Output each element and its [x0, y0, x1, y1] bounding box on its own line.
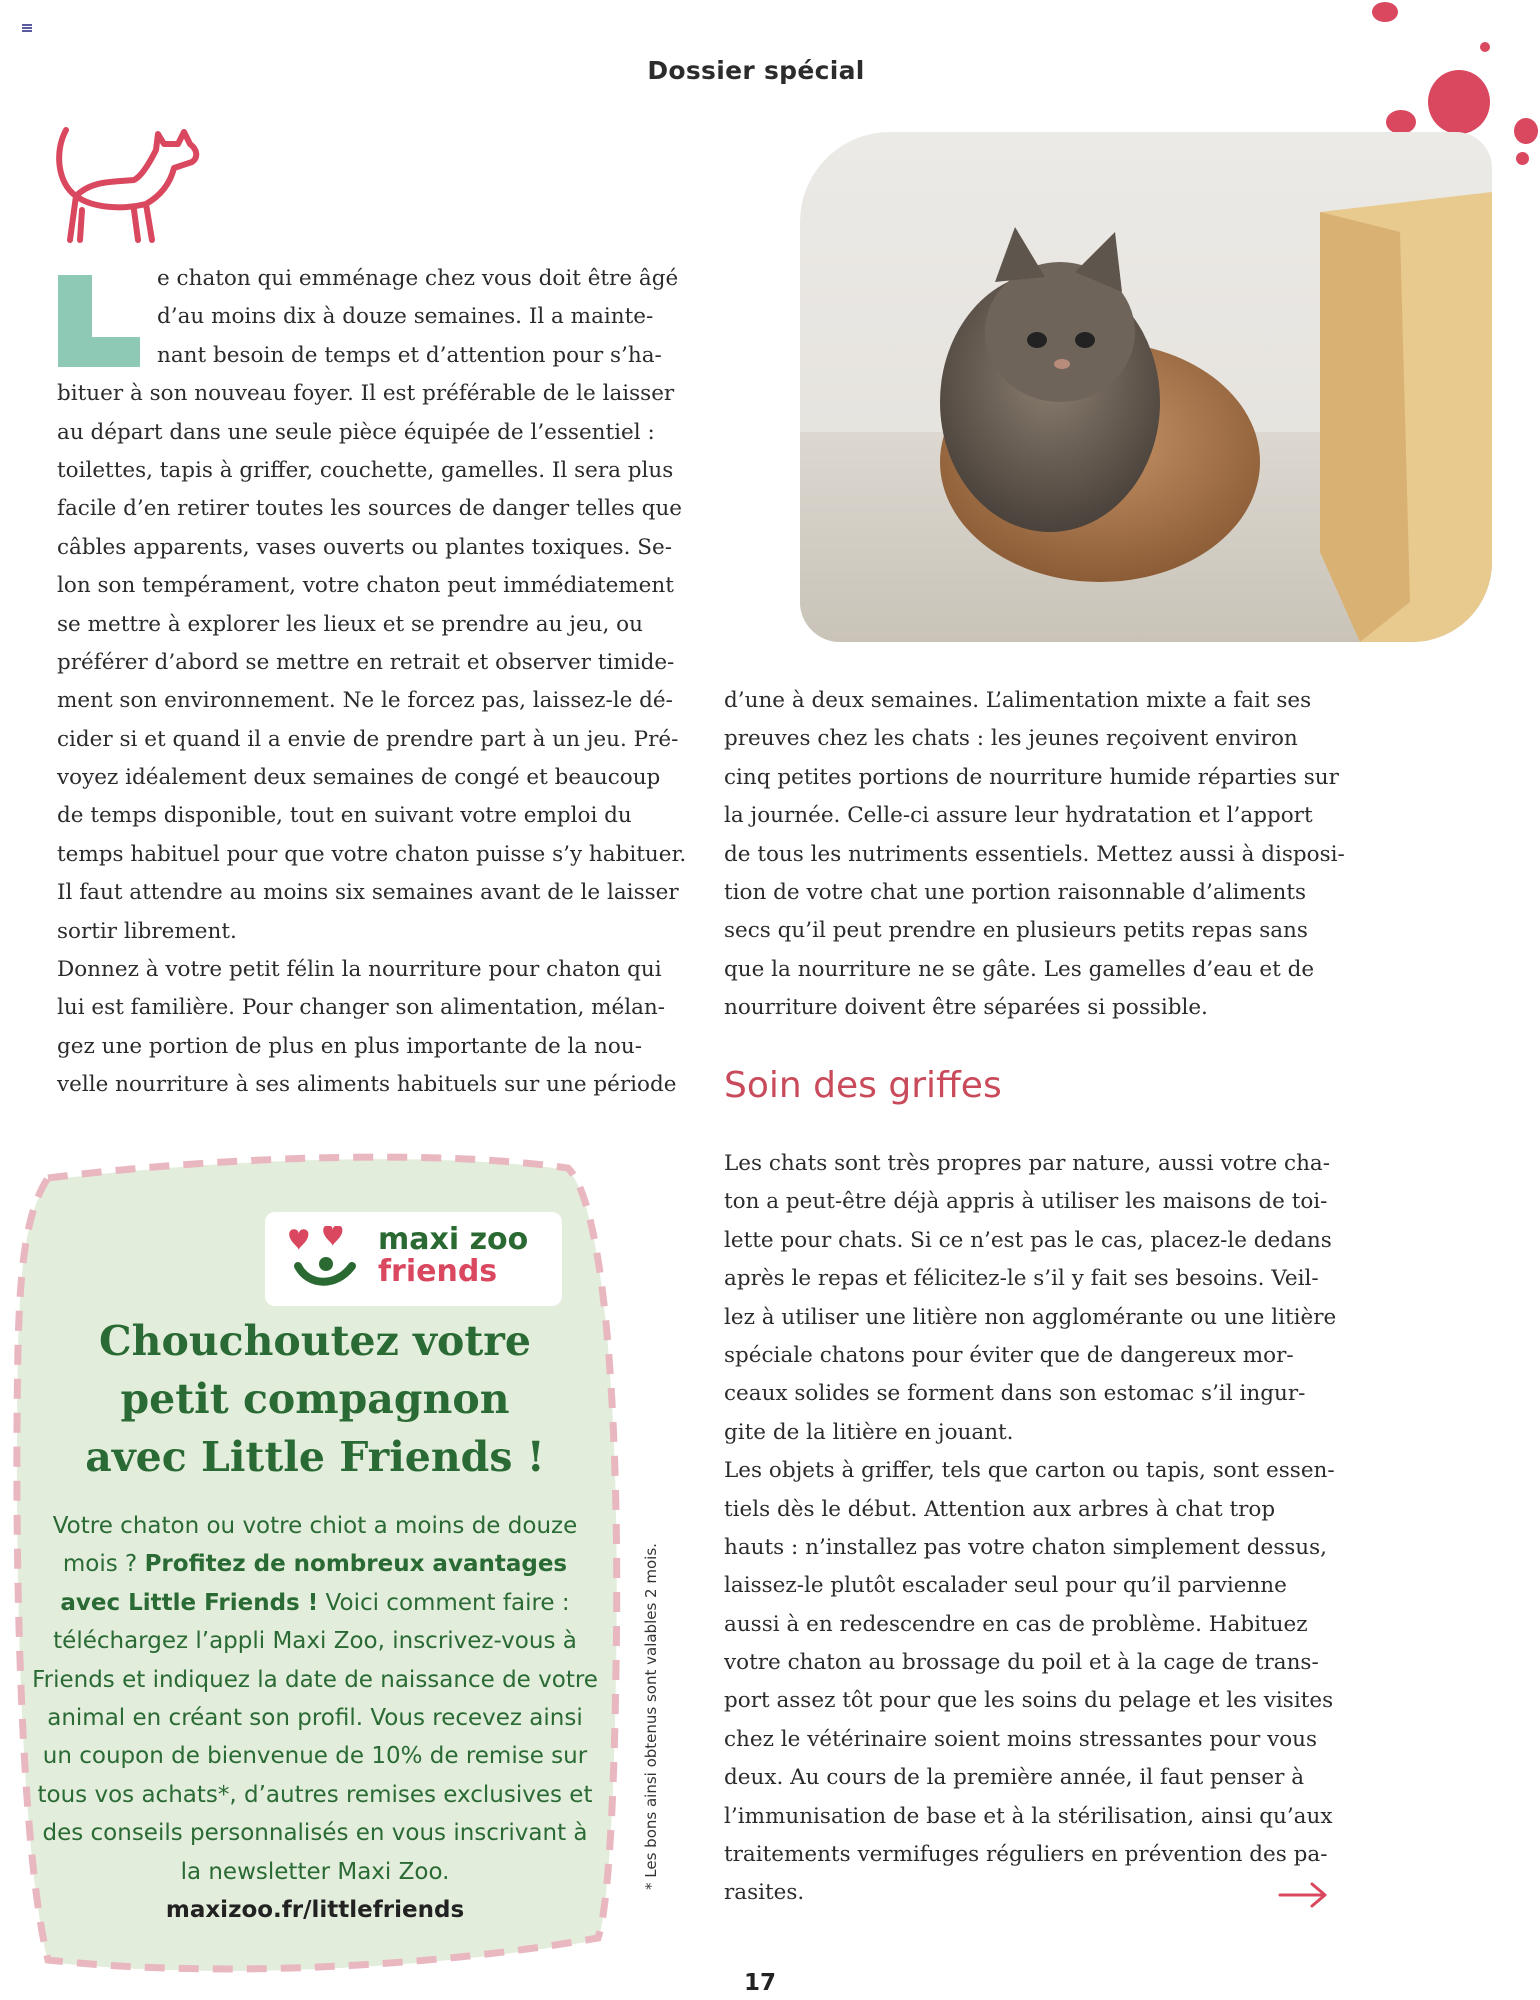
article-left-column [57, 260, 687, 1105]
text-line: port assez tôt pour que les soins du pelage et les visites [724, 1688, 1334, 1714]
page-number: 17 [743, 1970, 776, 1996]
text-line: deux. Au cours de la première année, il faut penser à [724, 1765, 1305, 1791]
text-line: ton a peut-être déjà appris à utiliser les maisons de toi- [724, 1189, 1328, 1215]
cat-outline-icon [52, 122, 200, 252]
text-line: ment son environnement. Ne le forcez pas, laissez-le dé- [57, 688, 673, 714]
promo-title-line: Chouchoutez votre [99, 1317, 531, 1365]
article-right-column-top [724, 682, 1344, 1028]
article-right-column-bottom [724, 1145, 1344, 1913]
logo-line-2: friends [378, 1254, 498, 1289]
text-line: gite de la litière en jouant. [724, 1419, 1014, 1445]
footnote: * Les bons ainsi obtenus sont valables 2 mois. [642, 1543, 660, 1890]
text-line: câbles apparents, vases ouverts ou plantes toxiques. Se- [57, 534, 672, 560]
text-line: l’immunisation de base et à la stérilisation, ainsi qu’aux [724, 1803, 1333, 1829]
text-line: Les chats sont très propres par nature, aussi votre cha- [724, 1151, 1330, 1176]
text-line: d’une à deux semaines. L’alimentation mixte a fait ses [724, 688, 1312, 713]
text-line: de tous les nutriments essentiels. Mettez aussi à disposi- [724, 841, 1345, 867]
paint-splat-decoration [1516, 152, 1529, 165]
text-line: d’au moins dix à douze semaines. Il a mainte- [157, 304, 654, 330]
promo-title-line: petit compagnon [120, 1375, 510, 1423]
promo-link[interactable]: maxizoo.fr/littlefriends [165, 1897, 465, 1924]
promo-text [30, 1507, 600, 1929]
text-line: votre chaton au brossage du poil et à la cage de trans- [724, 1650, 1319, 1676]
text-line: Il faut attendre au moins six semaines avant de le laisser [57, 880, 679, 906]
text-line: préférer d’abord se mettre en retrait et observer timide- [57, 649, 675, 675]
paint-splat-decoration [1514, 118, 1538, 144]
maxi-zoo-hearts-icon [286, 1226, 366, 1292]
text-line: toilettes, tapis à griffer, couchette, gamelles. Il sera plus [57, 457, 674, 483]
menu-icon[interactable] [22, 24, 32, 32]
text-line: secs qu’il peut prendre en plusieurs petits repas sans [724, 918, 1308, 944]
text-line: lon son tempérament, votre chaton peut immédiatement [57, 573, 674, 599]
text-line: e chaton qui emménage chez vous doit être âgé [157, 266, 679, 291]
text-line: se mettre à explorer les lieux et se prendre au jeu, ou [57, 611, 643, 637]
text-line: hauts : n’installez pas votre chaton simplement dessus, [724, 1534, 1327, 1560]
text-line: au départ dans une seule pièce équipée de l’essentiel : [57, 419, 655, 445]
text-line: temps habituel pour que votre chaton puisse s’y habituer. [57, 841, 687, 867]
text-line: la journée. Celle-ci assure leur hydratation et l’apport [724, 803, 1313, 829]
paint-splat-decoration [1386, 110, 1416, 134]
promo-title-line: avec Little Friends ! [85, 1433, 545, 1481]
text-line: sortir librement. [57, 918, 237, 944]
text-line: Les objets à griffer, tels que carton ou tapis, sont essen- [724, 1458, 1335, 1484]
paint-splat-decoration [1372, 2, 1398, 22]
text-line: après le repas et félicitez-le s’il y fait ses besoins. Veil- [724, 1266, 1319, 1292]
text-line: Donnez à votre petit félin la nourriture pour chaton qui [57, 957, 662, 983]
text-line: nourriture doivent être séparées si possible. [724, 995, 1208, 1021]
paint-splat-decoration [1428, 70, 1490, 134]
text-line: lez à utiliser une litière non agglomérante ou une litière [724, 1304, 1337, 1330]
kittens-photo [800, 132, 1492, 642]
page-header-title: Dossier spécial [647, 56, 865, 85]
text-line: aussi à en redescendre en cas de problème. Habituez [724, 1611, 1308, 1637]
text-line: traitements vermifuges réguliers en prévention des pa- [724, 1842, 1328, 1868]
text-line: facile d’en retirer toutes les sources de danger telles que [57, 496, 683, 522]
text-line: cider si et quand il a envie de prendre part à un jeu. Pré- [57, 726, 679, 752]
text-line: bituer à son nouveau foyer. Il est préférable de le laisser [57, 381, 675, 407]
text-line: spéciale chatons pour éviter que de dangereux mor- [724, 1342, 1294, 1368]
section-title: Soin des griffes [724, 1065, 1002, 1106]
text-line: laissez-le plutôt escalader seul pour qu’il parvienne [724, 1573, 1287, 1599]
text-line: nant besoin de temps et d’attention pour s’ha- [157, 342, 662, 368]
text-line: tion de votre chat une portion raisonnable d’aliments [724, 879, 1307, 905]
text-line: lette pour chats. Si ce n’est pas le cas, placez-le dedans [724, 1227, 1332, 1253]
text-line: cinq petites portions de nourriture humide réparties sur [724, 764, 1339, 790]
arrow-right-icon[interactable] [1278, 1880, 1328, 1910]
paint-splat-decoration [1480, 42, 1490, 52]
text-line: que la nourriture ne se gâte. Les gamelles d’eau et de [724, 956, 1315, 982]
text-line: de temps disponible, tout en suivant votre emploi du [57, 803, 632, 829]
promo-title [35, 1312, 595, 1486]
text-line: lui est familière. Pour changer son alimentation, mélan- [57, 995, 666, 1021]
text-line: ceaux solides se forment dans son estomac s’il ingur- [724, 1381, 1306, 1407]
text-line: gez une portion de plus en plus importante de la nou- [57, 1033, 642, 1059]
text-line: rasites. [724, 1880, 805, 1906]
text-line: preuves chez les chats : les jeunes reçoivent environ [724, 726, 1298, 752]
text-line: velle nourriture à ses aliments habituels sur une période [57, 1072, 677, 1098]
promo-text-body: Voici comment faire : téléchargez l’appli Maxi Zoo, inscrivez-vous à Friends et indiquez la date de naissance de votre animal en créant son profil. Vous recevez ainsi un coupon de bienvenue de 10% de remise sur tous vos achats*, d’autres remises exclusives et des conseils personnalisés en vous inscrivant à la newsletter Maxi Zoo. [32, 1589, 598, 1885]
text-line: voyez idéalement deux semaines de congé et beaucoup [57, 765, 661, 791]
logo-text [378, 1224, 528, 1288]
logo-line-1: maxi zoo [378, 1222, 529, 1257]
text-line: chez le vétérinaire soient moins stressantes pour vous [724, 1726, 1318, 1752]
text-line: tiels dès le début. Attention aux arbres à chat trop [724, 1496, 1276, 1522]
promo-text-highlight: Profitez de nombreux avantages avec Little Friends ! [60, 1551, 568, 1616]
promo-text-intro: Votre chaton ou votre chiot a moins de douze mois ? [52, 1513, 578, 1578]
